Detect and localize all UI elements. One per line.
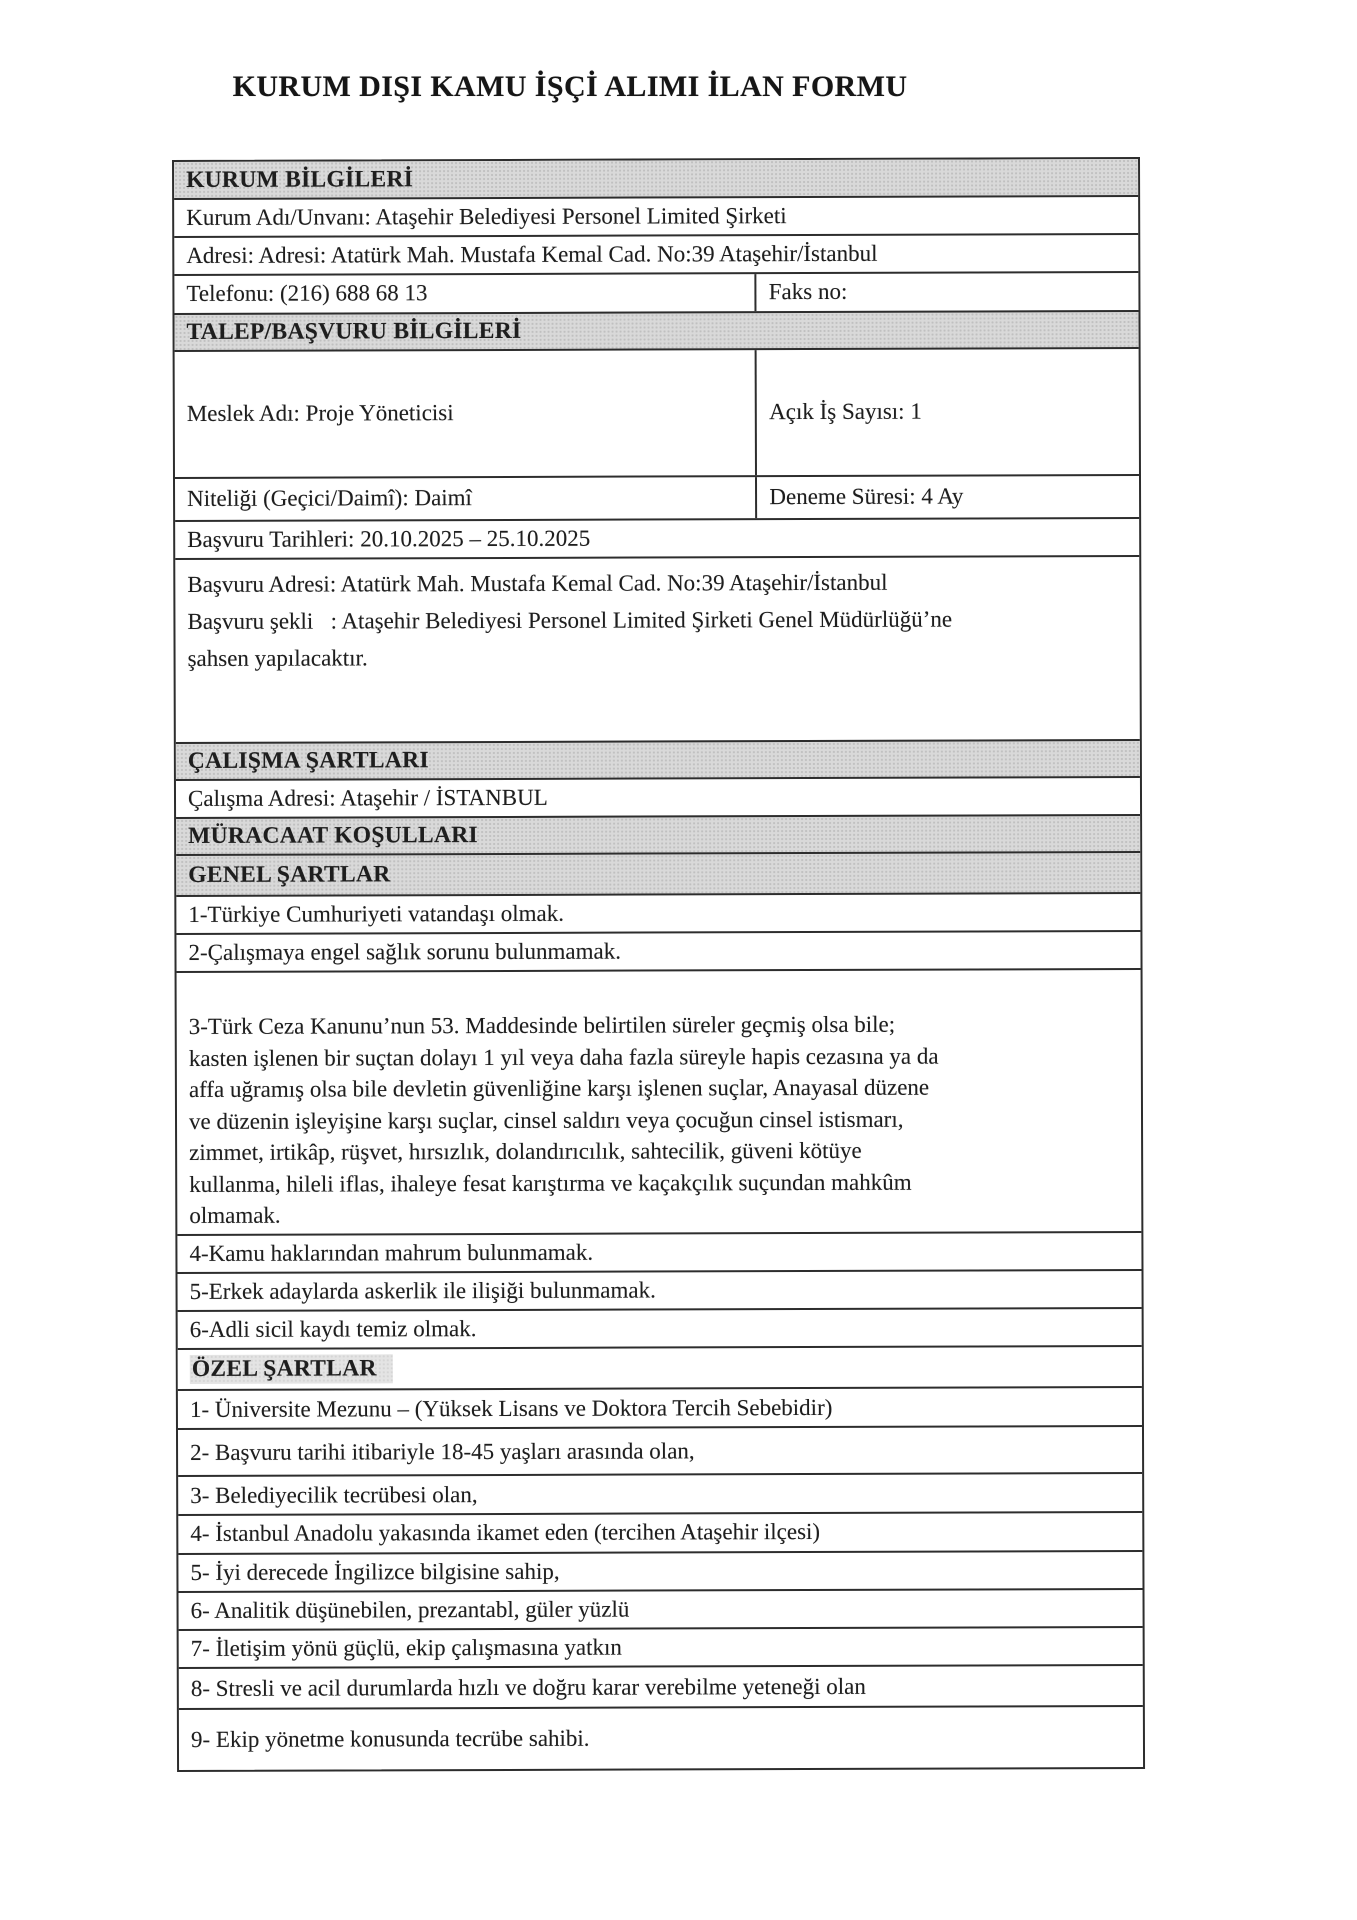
form-row [178, 1472, 1142, 1514]
section-header-ozel-sartlar [178, 1345, 1142, 1389]
form-row [177, 1231, 1141, 1272]
form-cell [178, 1552, 1142, 1591]
text-line: şahsen yapılacaktır. [187, 645, 368, 671]
form-row [174, 233, 1138, 274]
text-line: 4-Kamu haklarından mahrum bulunmamak. [189, 1239, 594, 1266]
text-line: 1- Üniversite Mezunu – (Yüksek Lisans ve Doktora Tercih Sebebidir) [189, 1394, 833, 1422]
form-row [177, 968, 1142, 1234]
form-cell [179, 1628, 1143, 1667]
form-cell [179, 1590, 1143, 1629]
text-line: Telefonu: (216) 688 68 13 [186, 280, 428, 307]
text-line: Niteliği (Geçici/Daimî): Daimî [187, 485, 472, 511]
form-cell [176, 894, 1140, 933]
form-row [178, 1550, 1142, 1591]
form-cell [178, 1474, 1142, 1514]
section-header-calisma-sartlari [176, 739, 1140, 779]
form-cell-left [175, 350, 756, 477]
text-line: Başvuru Adresi: Atatürk Mah. Mustafa Kemal Cad. No:39 Ataşehir/İstanbul [187, 569, 888, 597]
text-line: Meslek Adı: Proje Yöneticisi [186, 400, 454, 426]
section-header-kurum-bilgileri [174, 159, 1138, 198]
text-line: 3-Türk Ceza Kanunu’nun 53. Maddesinde belirtilen süreler geçmiş olsa bile; [188, 1012, 896, 1040]
form-cell-right [755, 476, 1139, 518]
section-header-muracaat-kosullari [176, 814, 1140, 854]
text-line: zimmet, irtikâp, rüşvet, hırsızlık, dolandırıcılık, sahtecilik, güveni kötüye [189, 1138, 862, 1166]
form-cell [179, 1707, 1143, 1770]
form-cell [178, 1513, 1142, 1552]
text-line: 6- Analitik düşünebilen, prezantabl, güler yüzlü [190, 1596, 630, 1623]
form-cell [177, 970, 1142, 1234]
section-header-label: GENEL ŞARTLAR [188, 861, 391, 888]
text-line: olmamak. [189, 1202, 281, 1229]
form-cell [178, 1427, 1142, 1475]
section-header-label: ÖZEL ŞARTLAR [190, 1355, 393, 1385]
form-cell-right [755, 273, 1139, 310]
form-cell [177, 1233, 1141, 1272]
section-header-label: ÇALIŞMA ŞARTLARI [187, 746, 429, 774]
recruitment-form-table [172, 157, 1145, 1772]
form-row [177, 1269, 1141, 1310]
form-row [179, 1705, 1143, 1770]
text-line: 9- Ekip yönetme konusunda tecrübe sahibi. [190, 1725, 590, 1752]
form-cell-left [174, 275, 754, 313]
text-line: 4- İstanbul Anadolu yakasında ikamet eden (tercihen Ataşehir ilçesi) [190, 1519, 821, 1547]
text-line: Deneme Süresi: 4 Ay [769, 483, 964, 510]
section-header-talep-basvuru-bilgileri [174, 310, 1138, 350]
text-line: kullanma, hileli iflas, ihaleye fesat karıştırma ve kaçakçılık suçundan mahkûm [189, 1169, 912, 1197]
form-row [176, 930, 1140, 971]
form-cell [179, 1666, 1143, 1708]
form-cell-left [175, 477, 755, 520]
form-row [178, 1588, 1142, 1629]
section-header-label: TALEP/BAŞVURU BİLGİLERİ [186, 317, 522, 345]
text-line: Kurum Adı/Unvanı: Ataşehir Belediyesi Personel Limited Şirketi [186, 203, 787, 230]
form-row [175, 517, 1139, 558]
form-row [178, 1425, 1142, 1475]
text-line: Başvuru şekli : Ataşehir Belediyesi Personel Limited Şirketi Genel Müdürlüğü’ne [187, 606, 953, 634]
text-line: Açık İş Sayısı: 1 [769, 398, 922, 425]
form-cell [175, 519, 1139, 558]
text-line: 5- İyi derecede İngilizce bilgisine sahip, [190, 1558, 560, 1585]
form-row [176, 776, 1140, 817]
form-row [174, 195, 1138, 236]
text-line: affa uğramış olsa bile devletin güvenliğine karşı işlenen suçlar, Anayasal düzene [188, 1074, 930, 1103]
page-title: KURUM DIŞI KAMU İŞÇİ ALIMI İLAN FORMU [232, 70, 908, 103]
form-cell [174, 235, 1138, 274]
text-line: kasten işlenen bir suçtan dolayı 1 yıl veya daha fazla süreyle hapis cezasına ya da [188, 1043, 939, 1071]
text-line: 2-Çalışmaya engel sağlık sorunu bulunmamak. [188, 938, 621, 966]
section-header-genel-sartlar [176, 851, 1140, 895]
form-row [175, 347, 1139, 477]
form-row [175, 474, 1139, 520]
text-line: 8- Stresli ve acil durumlarda hızlı ve doğru karar verebilme yeteneği olan [190, 1673, 866, 1701]
text-line: ve düzenin işleyişine karşı suçlar, cinsel saldırı veya çocuğun cinsel istismarı, [188, 1106, 904, 1134]
section-header-label: MÜRACAAT KOŞULLARI [188, 821, 478, 849]
form-row [179, 1664, 1143, 1708]
text-line: Çalışma Adresi: Ataşehir / İSTANBUL [187, 784, 548, 811]
form-row [178, 1307, 1142, 1348]
text-line: 6-Adli sicil kaydı temiz olmak. [189, 1316, 477, 1343]
form-cell [178, 1309, 1142, 1348]
form-cell [178, 1388, 1142, 1428]
form-cell [176, 932, 1140, 971]
form-row [176, 892, 1140, 933]
form-row [178, 1386, 1142, 1428]
form-row [175, 555, 1140, 742]
form-row [174, 271, 1138, 312]
text-line: 3- Belediyecilik tecrübesi olan, [190, 1481, 478, 1508]
text-line: 7- İletişim yönü güçlü, ekip çalışmasına yatkın [190, 1634, 622, 1661]
text-line: 1-Türkiye Cumhuriyeti vatandaşı olmak. [188, 900, 565, 927]
form-cell-right [755, 349, 1139, 475]
form-cell [175, 557, 1140, 742]
text-line: Başvuru Tarihleri: 20.10.2025 – 25.10.2025 [187, 525, 591, 552]
text-line: Adresi: Adresi: Atatürk Mah. Mustafa Kemal Cad. No:39 Ataşehir/İstanbul [186, 240, 878, 269]
form-cell [177, 1271, 1141, 1310]
text-line: 5-Erkek adaylarda askerlik ile ilişiği bulunmamak. [189, 1277, 656, 1304]
form-cell [174, 197, 1138, 236]
section-header-label: KURUM BİLGİLERİ [186, 165, 414, 193]
form-row [178, 1511, 1142, 1552]
form-row [179, 1626, 1143, 1667]
text-line: Faks no: [768, 279, 848, 305]
text-line: 2- Başvuru tarihi itibariyle 18-45 yaşları arasında olan, [190, 1438, 695, 1465]
form-cell [176, 778, 1140, 817]
